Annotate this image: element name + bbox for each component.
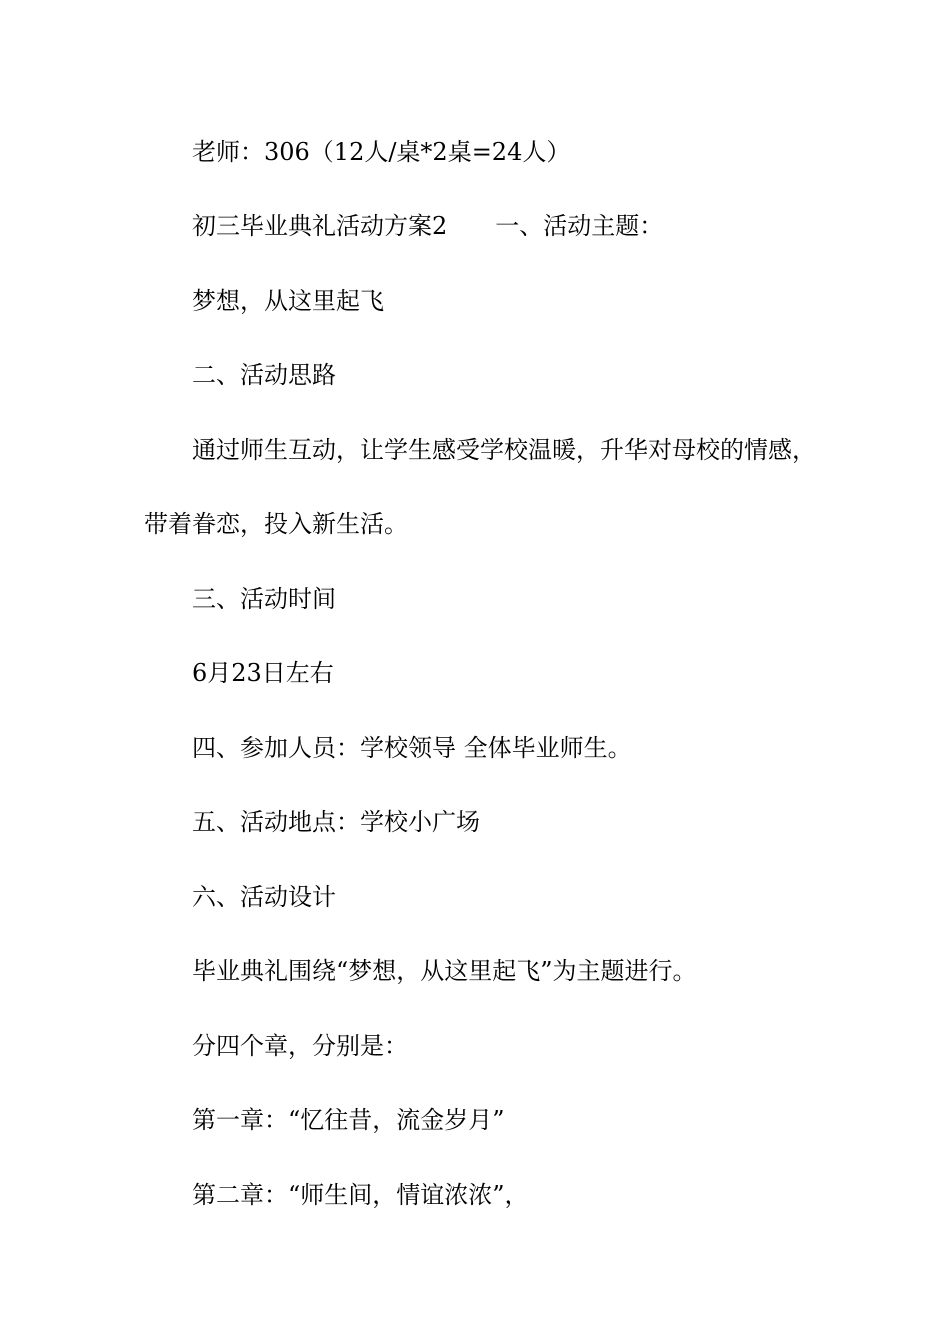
section-2-heading: 二、活动思路 <box>192 361 336 389</box>
ideas-paragraph-line-2: 带着眷恋，投入新生活。 <box>144 510 408 538</box>
section-1-heading: 一、活动主题： <box>495 212 664 240</box>
section-6-heading: 六、活动设计 <box>192 883 336 911</box>
design-theme-text: 毕业典礼围绕“梦想，从这里起飞”为主题进行。 <box>192 957 697 985</box>
section-5-location: 五、活动地点：学校小广场 <box>192 808 480 836</box>
teacher-seating-line: 老师：306（12人/桌*2桌=24人） <box>192 138 571 166</box>
plan-title: 初三毕业典礼活动方案2 <box>192 212 448 240</box>
section-4-participants: 四、参加人员：学校领导 全体毕业师生。 <box>192 734 632 762</box>
event-date: 6月23日左右 <box>192 659 334 687</box>
plan-title-line <box>0 210 950 242</box>
chapter-2: 第二章：“师生间，情谊浓浓”， <box>192 1181 529 1209</box>
chapter-1: 第一章：“忆往昔，流金岁月” <box>192 1106 505 1134</box>
chapters-intro: 分四个章，分别是： <box>192 1032 408 1060</box>
section-3-heading: 三、活动时间 <box>192 585 336 613</box>
ideas-paragraph-line-1: 通过师生互动，让学生感受学校温暖，升华对母校的情感， <box>192 436 816 464</box>
theme-text: 梦想，从这里起飞 <box>192 287 384 315</box>
